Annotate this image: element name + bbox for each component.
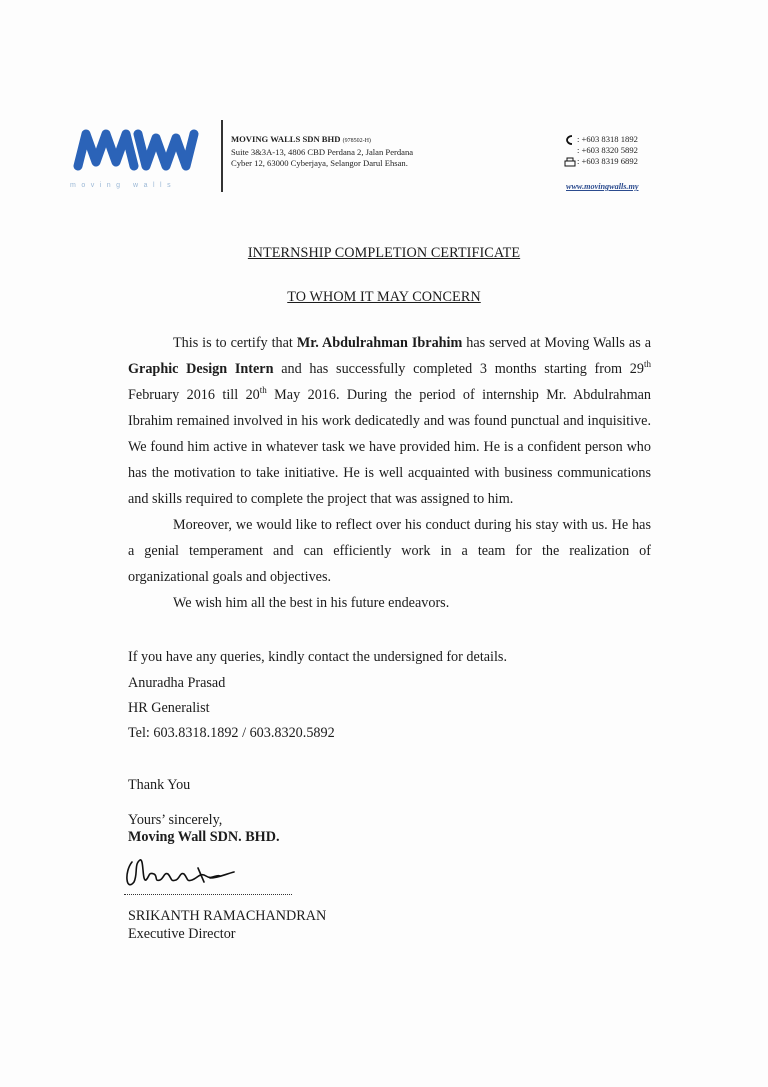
letterhead-divider (221, 120, 223, 192)
paragraph-3: We wish him all the best in his future endeavors. (173, 595, 450, 611)
signatory-name: SRIKANTH RAMACHANDRAN (128, 908, 327, 924)
contact-name: Anuradha Prasad (128, 675, 226, 691)
company-reg: (978502-H) (342, 138, 371, 144)
intern-name: Mr. Abdulrahman Ibrahim (296, 335, 463, 351)
thank-you: Thank You (128, 777, 191, 793)
company-name: MOVING WALLS SDN BHD (231, 134, 341, 144)
contact-tel: Tel: 603.8318.1892 / 603.8320.5892 (128, 725, 335, 741)
phone-1: : +603 8318 1892 (577, 134, 638, 144)
signatory-title: Executive Director (128, 926, 236, 942)
phone-row-1 (563, 134, 638, 145)
contact-role: HR Generalist (128, 700, 210, 716)
sincerely-line: Yours’ sincerely, (128, 812, 223, 828)
mw-logo-icon (70, 120, 210, 180)
company-logo (70, 120, 210, 192)
signature-line (124, 888, 292, 895)
address-line-1: Suite 3&3A-13, 4806 CBD Perdana 2, Jalan Perdana (231, 147, 414, 157)
certificate-subtitle: TO WHOM IT MAY CONCERN (287, 289, 481, 305)
company-sign-off: Moving Wall SDN. BHD. (128, 829, 280, 845)
fax-icon (563, 157, 577, 167)
certificate-body (128, 330, 651, 616)
fax-number: : +603 8319 6892 (577, 156, 638, 166)
phone-icon (563, 135, 577, 145)
address-line-2: Cyber 12, 63000 Cyberjaya, Selangor Darul Ehsan. (231, 158, 408, 168)
certificate-title: INTERNSHIP COMPLETION CERTIFICATE (247, 245, 521, 261)
paragraph-2: Moreover, we would like to reflect over his conduct during his stay with us. He has a genial temperament and can efficiently work in a team for the realization of organizational goals and objectives. (128, 517, 651, 585)
company-contacts (563, 134, 638, 167)
company-details (231, 134, 413, 169)
intern-role: Graphic Design Intern (128, 361, 274, 377)
company-website-link[interactable]: www.movingwalls.my (566, 182, 639, 191)
queries-line: If you have any queries, kindly contact the undersigned for details. (128, 649, 508, 665)
paragraph-1: This is to certify that Mr. Abdulrahman Ibrahim has served at Moving Walls as a Graphic Design Intern and has successfully completed 3 months starting from 29th February 2016 till 20th May 2016. During the period of internship Mr. Abdulrahman Ibrahim remained involved in his work dedicatedly and was found punctual and inquisitive. We found him active in whatever task we have provided him. He is a confident person who has the motivation to take initiative. He is well acquainted with business communications and skills required to complete the project that was assigned to him. (128, 335, 652, 507)
phone-2: : +603 8320 5892 (577, 145, 638, 155)
logo-tagline: moving walls (70, 182, 177, 189)
phone-row-2 (563, 145, 638, 156)
fax-row (563, 156, 638, 167)
